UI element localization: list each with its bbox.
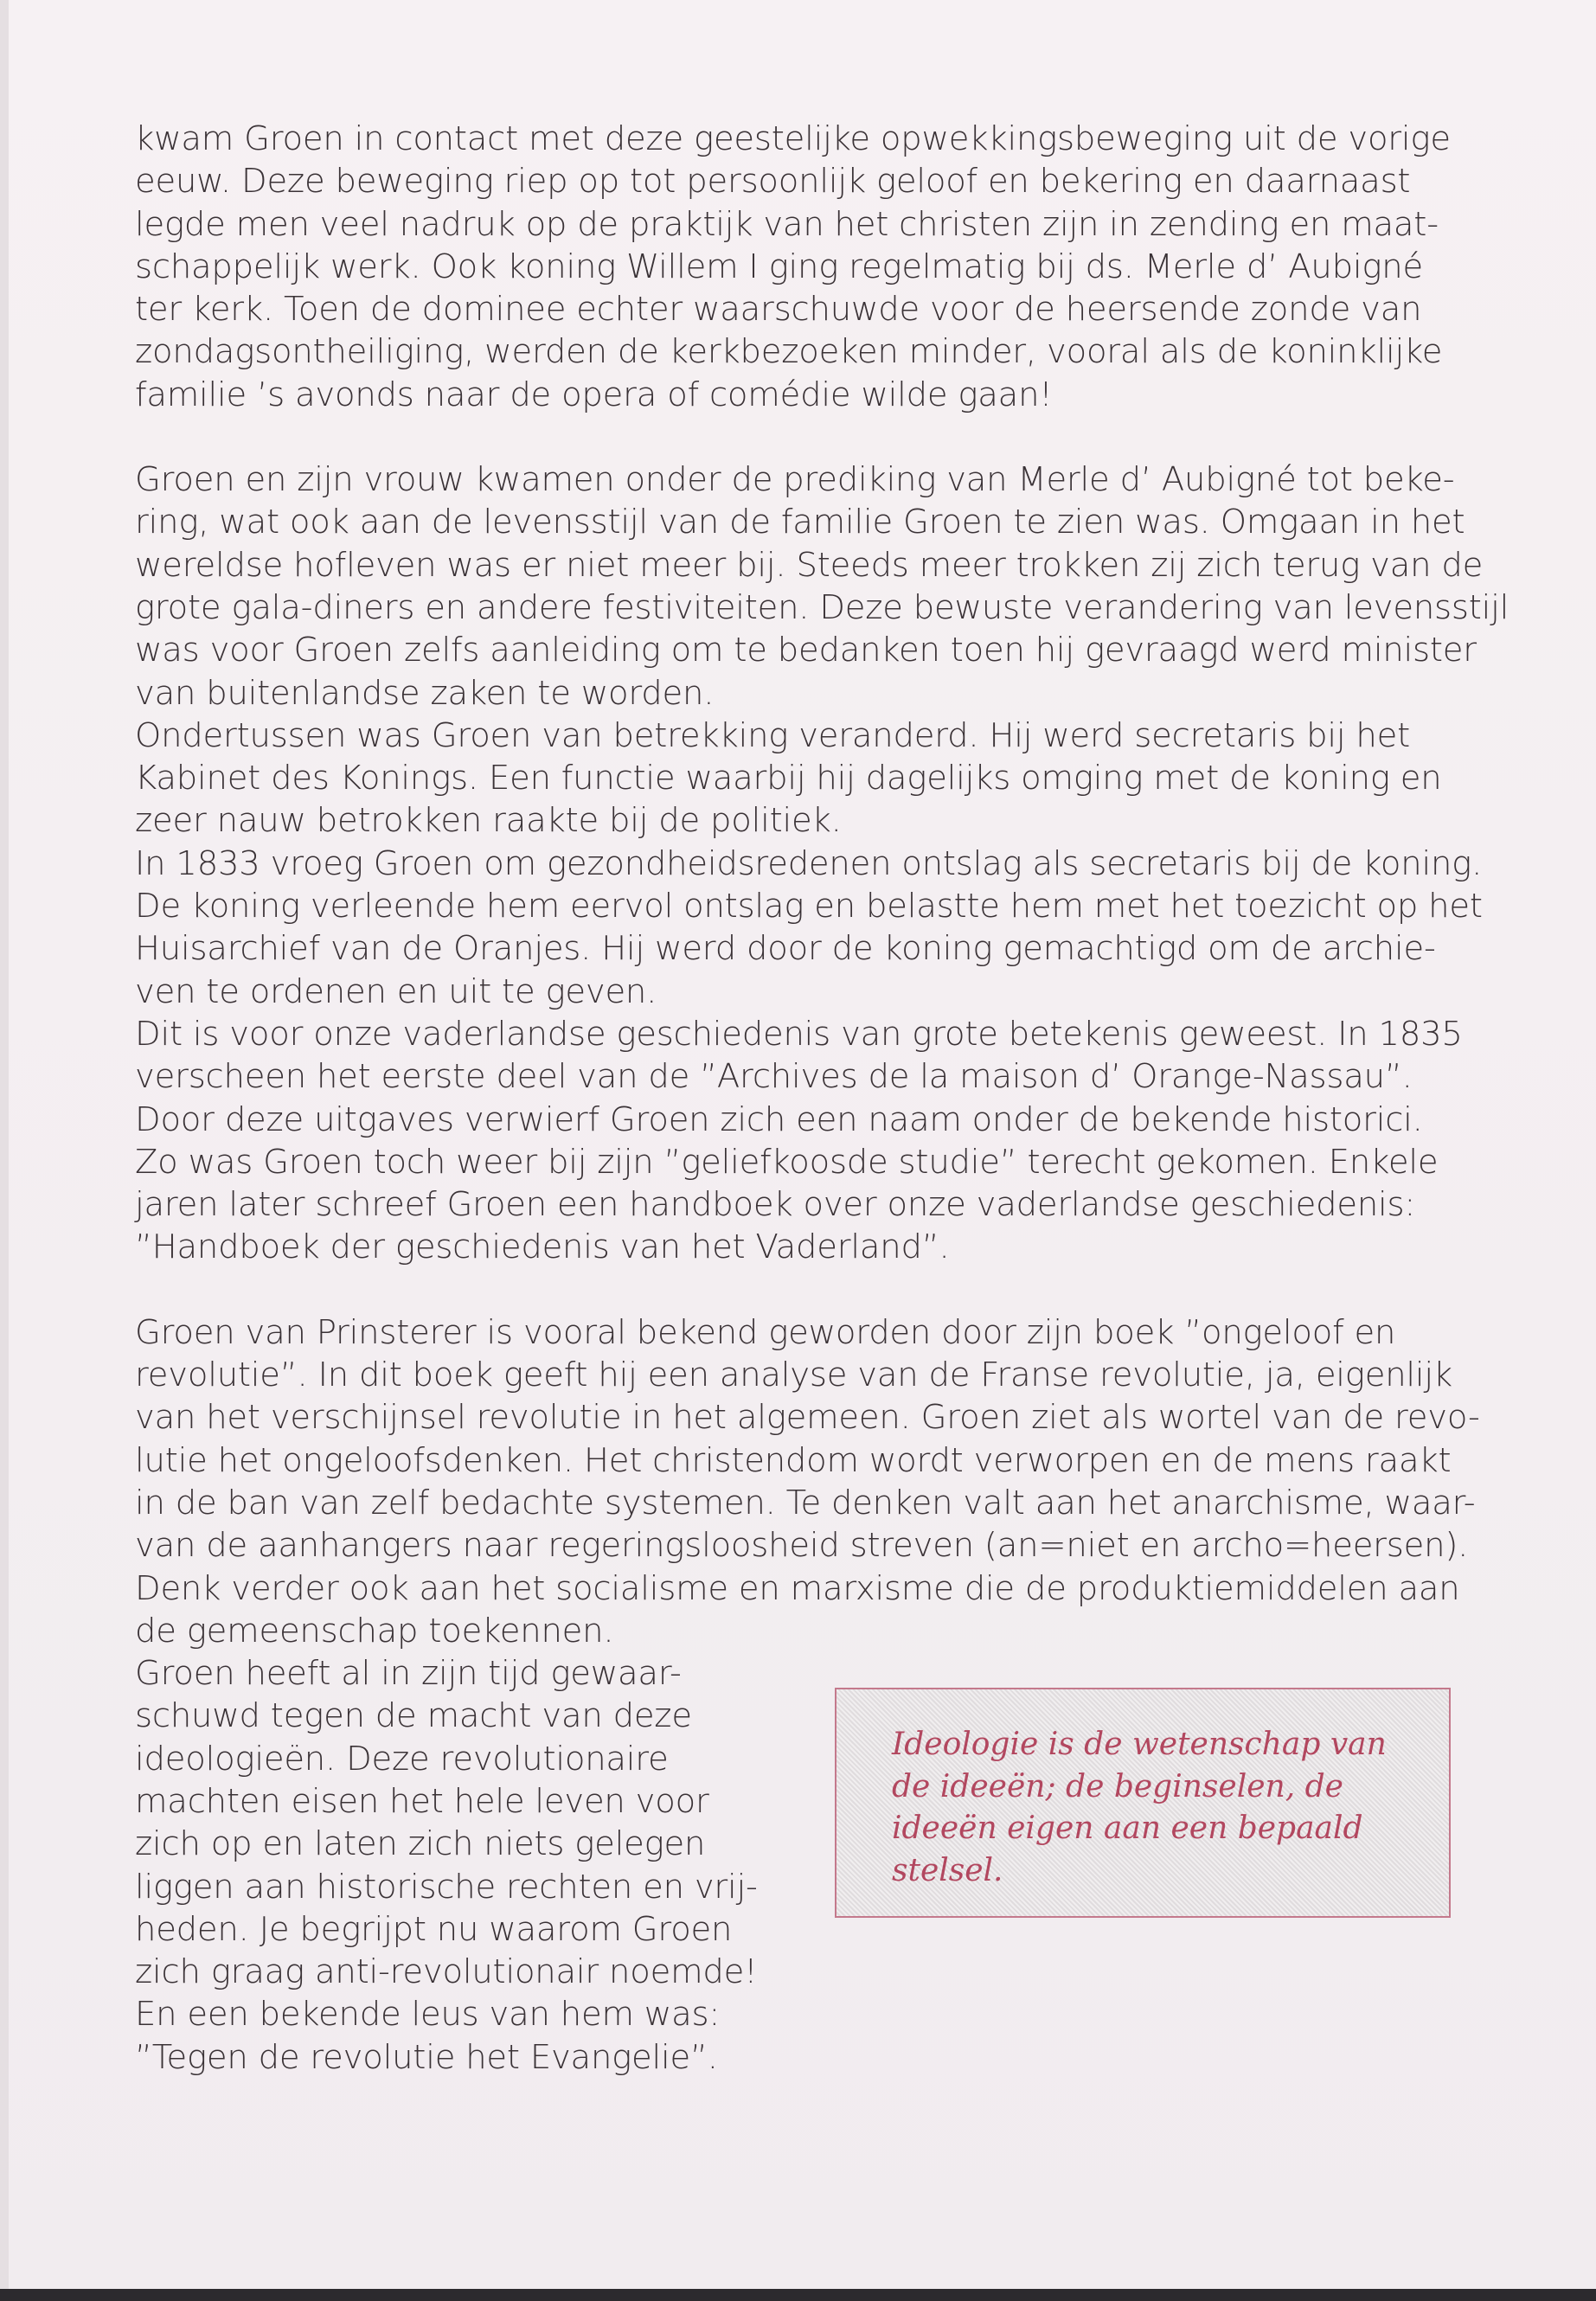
text-line: schuwd tegen de macht van deze [135,1696,692,1736]
text-line: was voor Groen zelfs aanleiding om te bedanken toen hij gevraagd werd minister [135,631,1477,670]
text-line: Door deze uitgaves verwierf Groen zich een naam onder de bekende historici. [135,1099,1423,1139]
page-left-edge [0,0,9,2301]
text-line: Zo was Groen toch weer bij zijn ”geliefkoosde studie” terecht gekomen. Enkele [135,1142,1439,1182]
text-line: ”Tegen de revolutie het Evangelie”. [135,2037,718,2077]
callout-line: ideeën eigen aan een bepaald [892,1811,1363,1846]
text-line: jaren later schreef Groen een handboek over onze vaderlandse geschiedenis: [135,1185,1416,1225]
text-line: zich op en laten zich niets gelegen [135,1824,706,1864]
text-line: van het verschijnsel revolutie in het algemeen. Groen ziet als wortel van de revo- [135,1398,1480,1438]
text-line: ven te ordenen en uit te geven. [135,971,657,1011]
text-line: eeuw. Deze beweging riep op tot persoonlijk geloof en bekering en daarnaast [135,162,1411,202]
text-line: Kabinet des Konings. Een functie waarbij hij dagelijks omging met de koning en [135,759,1442,798]
callout-line: stelsel. [892,1852,1003,1888]
text-line: ter kerk. Toen de dominee echter waarschuwde voor de heersende zonde van [135,290,1422,330]
text-line: in de ban van zelf bedachte systemen. Te denken valt aan het anarchisme, waar- [135,1483,1476,1522]
text-line: En een bekende leus van hem was: [135,1995,721,2035]
text-line: liggen aan historische rechten en vrij- [135,1867,758,1907]
text-line: De koning verleende hem eervol ontslag en belastte hem met het toezicht op het [135,887,1483,926]
text-line: kwam Groen in contact met deze geestelijke opwekkingsbeweging uit de vorige [135,119,1451,158]
text-line: In 1833 vroeg Groen om gezondheidsredenen ontslag als secretaris bij de koning. [135,843,1483,883]
paragraph-1 [135,118,1450,416]
text-line: Huisarchief van de Oranjes. Hij werd door de koning gemachtigd om de archie- [135,929,1436,969]
text-line: Denk verder ook aan het socialisme en marxisme die de produktiemiddelen aan [135,1568,1460,1608]
paragraph-gap [135,1269,1450,1311]
text-line: verscheen het eerste deel van de ”Archives de la maison d’ Orange-Nassau”. [135,1057,1413,1097]
text-line: Groen en zijn vrouw kwamen onder de prediking van Merle d’ Aubigné tot beke- [135,460,1455,500]
page-bottom-edge [0,2289,1596,2301]
paragraph-2 [135,458,1509,1269]
definition-callout [835,1688,1451,1918]
text-line: machten eisen het hele leven voor [135,1781,709,1821]
text-line: lutie het ongeloofsdenken. Het christendom wordt verworpen en de mens raakt [135,1440,1452,1480]
text-line: van buitenlandse zaken te worden. [135,673,715,713]
text-line: zich graag anti-revolutionair noemde! [135,1952,758,1992]
text-line: Ondertussen was Groen van betrekking veranderd. Hij werd secretaris bij het [135,715,1411,755]
text-line: Dit is voor onze vaderlandse geschiedenis van grote betekenis geweest. In 1835 [135,1014,1463,1054]
text-line: ideologieën. Deze revolutionaire [135,1739,669,1779]
text-line: de gemeenschap toekennen. [135,1611,614,1650]
text-line: heden. Je begrijpt nu waarom Groen [135,1909,733,1949]
text-line: Groen heeft al in zijn tijd gewaar- [135,1654,682,1694]
text-line: revolutie”. In dit boek geeft hij een analyse van de Franse revolutie, ja, eigenlijk [135,1356,1452,1395]
callout-text [892,1724,1428,1892]
text-line: schappelijk werk. Ook koning Willem I ging regelmatig bij ds. Merle d’ Aubigné [135,247,1423,286]
callout-line: de ideeën; de beginselen, de [892,1768,1343,1804]
text-line: familie ’s avonds naar de opera of comédie wilde gaan! [135,375,1053,414]
text-line: ring, wat ook aan de levensstijl van de familie Groen te zien was. Omgaan in het [135,503,1465,542]
text-line: wereldse hofleven was er niet meer bij. Steeds meer trokken zij zich terug van de [135,545,1484,585]
text-line: grote gala-diners en andere festiviteiten. Deze bewuste verandering van levensstijl [135,587,1509,627]
callout-line: Ideologie is de wetenschap van [892,1727,1387,1762]
paragraph-gap [135,416,1450,458]
text-line: ”Handboek der geschiedenis van het Vaderland”. [135,1227,950,1267]
text-line: zondagsontheiliging, werden de kerkbezoeken minder, vooral als de koninklijke [135,332,1443,372]
text-line: zeer nauw betrokken raakte bij de politiek. [135,801,842,841]
text-line: van de aanhangers naar regeringsloosheid streven (an=niet en archo=heersen). [135,1526,1469,1566]
text-line: legde men veel nadruk op de praktijk van het christen zijn in zending en maat- [135,204,1439,244]
text-line: Groen van Prinsterer is vooral bekend geworden door zijn boek ”ongeloof en [135,1312,1396,1352]
